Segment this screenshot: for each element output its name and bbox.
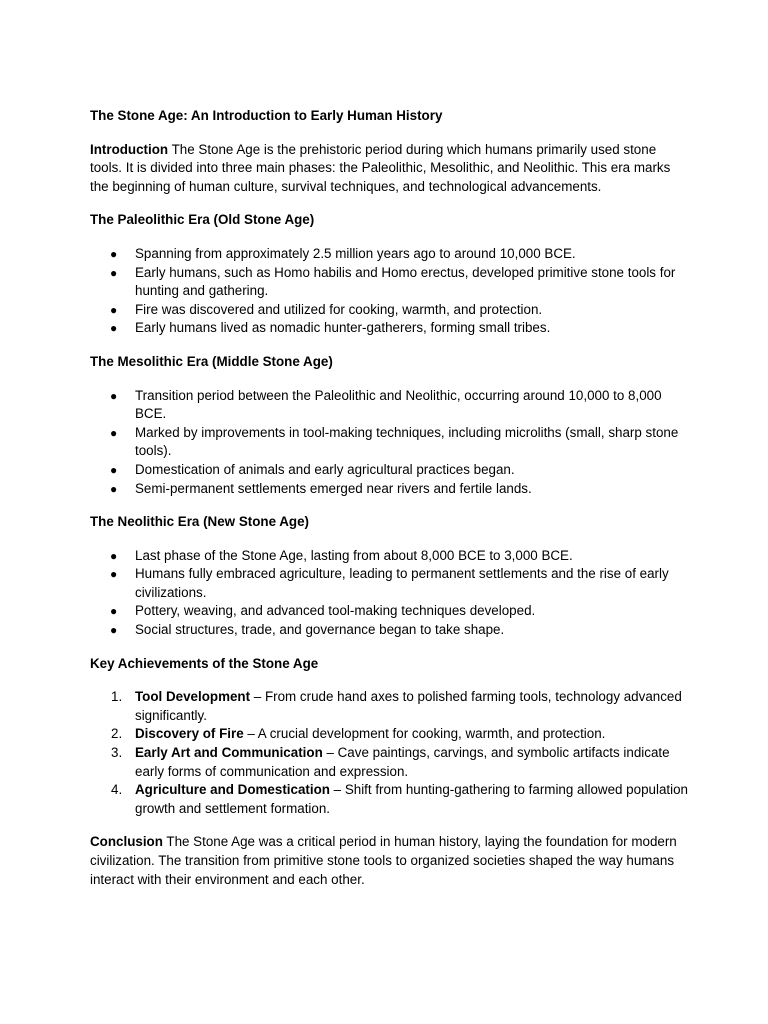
- bullet-icon: ●: [110, 567, 118, 582]
- list-item: [90, 424, 690, 461]
- bullet-icon: ●: [110, 604, 118, 619]
- list-item-text: Early humans, such as Homo habilis and Homo erectus, developed primitive stone tools for hunting and gathering.: [135, 264, 676, 299]
- neolithic-list: [90, 547, 690, 640]
- list-item-text: Domestication of animals and early agricultural practices began.: [135, 461, 515, 477]
- achievement-title: Tool Development: [135, 689, 251, 705]
- bullet-icon: ●: [110, 321, 118, 336]
- bullet-icon: ●: [110, 246, 118, 261]
- bullet-icon: ●: [110, 548, 118, 563]
- bullet-icon: ●: [110, 462, 118, 477]
- list-number: 4.: [111, 782, 123, 798]
- list-item: [90, 744, 690, 781]
- conclusion-label: Conclusion: [90, 834, 163, 850]
- list-item-text: Marked by improvements in tool-making techniques, including microliths (small, sharp stone tools).: [135, 424, 679, 459]
- achievement-title: Agriculture and Domestication: [135, 782, 330, 798]
- introduction-label: Introduction: [90, 141, 169, 157]
- list-item-text: Transition period between the Paleolithic and Neolithic, occurring around 10,000 to 8,000 BCE.: [135, 387, 662, 422]
- list-item: [90, 781, 690, 818]
- mesolithic-list: [90, 387, 690, 499]
- list-item: [90, 602, 690, 621]
- list-item: [90, 547, 690, 566]
- bullet-icon: ●: [110, 425, 118, 440]
- list-item: [90, 264, 690, 301]
- list-item-text: Social structures, trade, and governance began to take shape.: [135, 622, 505, 638]
- achievement-text: – A crucial development for cooking, warmth, and protection.: [243, 726, 606, 742]
- achievement-title: Early Art and Communication: [135, 745, 323, 761]
- introduction-paragraph: [90, 141, 690, 197]
- list-number: 2.: [111, 726, 123, 742]
- list-item-text: Pottery, weaving, and advanced tool-making techniques developed.: [135, 603, 536, 619]
- list-item: [90, 565, 690, 602]
- list-item: [90, 245, 690, 264]
- list-item-text: Early humans lived as nomadic hunter-gatherers, forming small tribes.: [135, 320, 551, 336]
- list-number: 3.: [111, 745, 123, 761]
- achievement-text: – Shift from hunting-gathering to farming allowed population growth and settlement formation.: [135, 782, 688, 816]
- paleolithic-heading: The Paleolithic Era (Old Stone Age): [90, 212, 315, 228]
- document-title: The Stone Age: An Introduction to Early Human History: [90, 108, 443, 123]
- list-item-text: Fire was discovered and utilized for cooking, warmth, and protection.: [135, 301, 543, 317]
- bullet-icon: ●: [110, 481, 118, 496]
- bullet-icon: ●: [110, 388, 118, 403]
- list-item: [90, 301, 690, 320]
- achievements-heading: Key Achievements of the Stone Age: [90, 655, 319, 671]
- achievement-text: – Cave paintings, carvings, and symbolic artifacts indicate early forms of communication and expression.: [135, 745, 670, 779]
- list-item: [90, 461, 690, 480]
- list-item: [90, 480, 690, 499]
- list-item: [90, 688, 690, 725]
- conclusion-text: The Stone Age was a critical period in human history, laying the foundation for modern civilization. The transition from primitive stone tools to organized societies shaped the way humans interact with their environment and each other.: [90, 834, 677, 887]
- list-item: [90, 621, 690, 640]
- list-item-text: Semi-permanent settlements emerged near rivers and fertile lands.: [135, 480, 532, 496]
- introduction-text: The Stone Age is the prehistoric period during which humans primarily used stone tools. It is divided into three main phases: the Paleolithic, Mesolithic, and Neolithic. This era marks the beginning of human culture, survival techniques, and technological advancements.: [90, 141, 671, 194]
- achievement-title: Discovery of Fire: [135, 726, 244, 742]
- conclusion-paragraph: [90, 833, 690, 889]
- list-item-text: Last phase of the Stone Age, lasting from about 8,000 BCE to 3,000 BCE.: [135, 547, 573, 563]
- list-number: 1.: [111, 689, 123, 705]
- achievement-text: – From crude hand axes to polished farming tools, technology advanced significantly.: [135, 689, 682, 723]
- bullet-icon: ●: [110, 302, 118, 317]
- list-item-text: Spanning from approximately 2.5 million years ago to around 10,000 BCE.: [135, 245, 576, 261]
- achievements-list: [90, 688, 690, 818]
- list-item: [90, 387, 690, 424]
- neolithic-heading: The Neolithic Era (New Stone Age): [90, 514, 309, 530]
- mesolithic-heading: The Mesolithic Era (Middle Stone Age): [90, 353, 333, 369]
- paleolithic-list: [90, 245, 690, 338]
- list-item: [90, 319, 690, 338]
- bullet-icon: ●: [110, 623, 118, 638]
- bullet-icon: ●: [110, 265, 118, 280]
- list-item: [90, 725, 690, 744]
- document-body: [90, 107, 690, 904]
- list-item-text: Humans fully embraced agriculture, leading to permanent settlements and the rise of early civilizations.: [135, 566, 669, 600]
